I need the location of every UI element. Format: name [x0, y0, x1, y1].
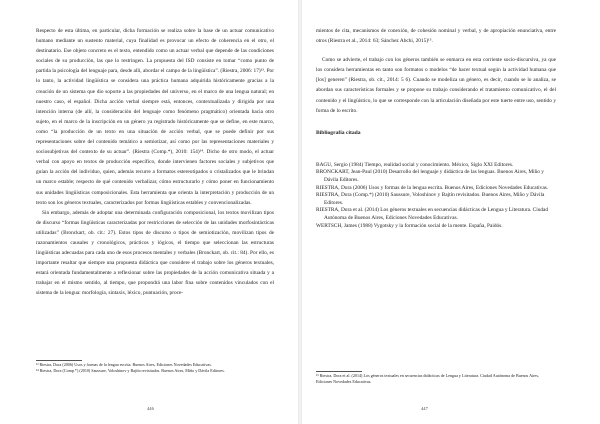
left-page-number: 446: [147, 406, 154, 411]
left-page: [0, 0, 298, 424]
reference-item: RIESTRA, Dora et al. (2014) Los géneros textuales en secuencias didácticas de Lengua y Literatura. Ciudad Autónoma de Buenos Aires, Ediciones Novedades Educativas.: [316, 207, 549, 221]
footnote-14: ¹⁴ Riestra, Dora (Comp.*) (2010) Saussure, Voloshinov y Bajtín revisitados. Buenos Aires, Miño y Dávila Editores.: [36, 367, 225, 373]
footnote-15: ¹⁵ Riestra, Dora et al. (2014) Los géneros textuales en secuencias didácticas de Lengua y Literatura. Ciudad Autónoma de Buenos Aires, Ediciones Novedades Educativas.: [316, 373, 539, 384]
reference-item: WERTSCH, James (1988) Vygotsky y la formación social de la mente. España, Paidós.: [316, 222, 503, 229]
reference-item: BAGU, Sergio (1984) Tiempo, realidad social y conocimiento. México, Siglo XXI Editores.: [316, 161, 514, 168]
footnote-separator: [316, 371, 362, 372]
left-page-body: [36, 26, 274, 299]
right-page-number: 447: [421, 406, 428, 411]
footnote-13: ¹³ Riestra, Dora (2006) Usos y formas de la lengua escrita. Buenos Aires, Ediciones Novedades Educativas.: [36, 362, 212, 367]
right-paragraph-1: mientos de cita, mecanismos de conexión, de cohesión nominal y verbal, y de apropiación enunciativa, entre otros (Riestra et al., 2014: 63; Sánchez Abchi, 2015)¹⁵.: [316, 28, 556, 45]
left-paragraph-1: Respecto de esta última, en particular, dicha formación se realiza sobre la base de un actuar comunicativo humano mediante un sustento material, cuya finalidad es provocar un efecto de coherencia en el otro, el destinatario. Ese objeto concreto es el texto, entendido como un actuar verbal que depende de las condiciones sociales de su producción, las que lo restringen. La propuesta del ISD consiste en tomar “como punto de partida la psicología del lenguaje para, desde allí, abordar el campo de la lingüística”. (Riestra, 2006: 17)¹³. Por lo tanto, la actividad lingüística se considera una práctica humana adquirida históricamente gracias a la creación de un sistema que dio soporte a las propiedades del universo, en el marco de una lengua natural; en nuestro caso, el español. Dicha acción verbal siempre está, entonces, contextualizada y dirigida por una intención interna (de allí, la consideración del lenguaje como fenómeno pragmático) orientada hacia otro sujeto, en el marco de la inscripción en un género ya registrado históricamente que se define, en este marco, como “la producción de un texto en una situación de acción verbal, que se puede definir por sus representaciones sobre del contenido temático a semiotizar, así como por las representaciones materiales y sociosubjetivas del contexto de su actuar”. (Riestra (Comp.*), 2010: 154)¹⁴. Dicho de otro modo, el actuar verbal con apoyo en textos de producción específico, donde intervienen factores sociales y subjetivos que guían la acción del individuo, quien, además recurre a formatos estereotipados o cristalizados que le brindan un marco estable; respecto de qué contenido verbalizar, cómo estructurarlo y cómo poner en funcionamiento sus unidades lingüísticas composicionales. Esta herramienta que orienta la interpretación y producción de un texto son los géneros textuales, caracterizados por formas lingüísticas estables y convencionalizadas.: [36, 28, 274, 206]
left-paragraph-2: Sin embargo, además de adoptar una determinada configuración composicional, los textos movilizan tipos de discurso “formas lingüísticas caracterizadas por restricciones de selección de las unidades morfosintácticas utilizadas” (Bronckart, ob. cit.: 27). Estos tipos de discurso o tipos de semiotización, movilizan tipos de razonamientos causales y cronológicos, prácticos y lógicos, el tiempo que seleccionan las estructuras lingüísticas adecuadas para cada uno de esos procesos mentales y verbales (Bronckart, ob. cit.: 84). Por ello, es importante resaltar que siempre una propuesta didáctica que considere el trabajo sobre los géneros textuales, estará orientada fundamentalmente a reflexionar sobre las propiedades de la acción comunicativa situada y a trabajar en el mismo sentido, al tiempo, que propondrá una labor fina sobre contenidos vinculados con el sistema de la lengua: morfología, sintaxis, léxico, puntuación, proce-: [36, 209, 274, 297]
right-page: [302, 0, 600, 424]
right-page-body: [316, 26, 556, 230]
footnote-separator: [36, 360, 82, 361]
reference-item: BRONCKART, Jean-Paul (2010) Desarrollo del lenguaje y didáctica de las lenguas. Buenos Aires, Miño y Dávila Editores.: [316, 169, 544, 184]
bibliography-heading: Bibliografía citada: [316, 129, 361, 136]
right-footnotes: [316, 373, 556, 384]
left-footnotes: [36, 362, 274, 373]
reference-item: RIESTRA, Dora (2006) Usos y formas de la lengua escrita. Buenos Aires, Ediciones Novedades Educativas.: [316, 184, 549, 191]
reference-item: RIESTRA, Dora (Comp.*) (2010) Saussure, Voloshinov y Bajtín revisitados. Buenos Aires, Miño y Dávila Editores.: [316, 192, 545, 206]
right-paragraph-2: Como se advierte, el trabajo con los géneros también se enmarca en esta corriente socio-discursiva, ya que los considera herramientas en tanto son formatos o modelos “de hacer textual según la actividad humana que [los] generen” (Riestra, ob. cit., 2014: 5 6). Cuando se modeliza un género, es decir, cuando se lo analiza, se abordan sus características formales y se propone su trabajo considerando el tratamiento comunicativo, el del contenido y el lingüístico, lo que se corresponde con la articulación diseñada por este tuerte entre uso, sentido y forma de lo escrito.: [316, 57, 556, 114]
